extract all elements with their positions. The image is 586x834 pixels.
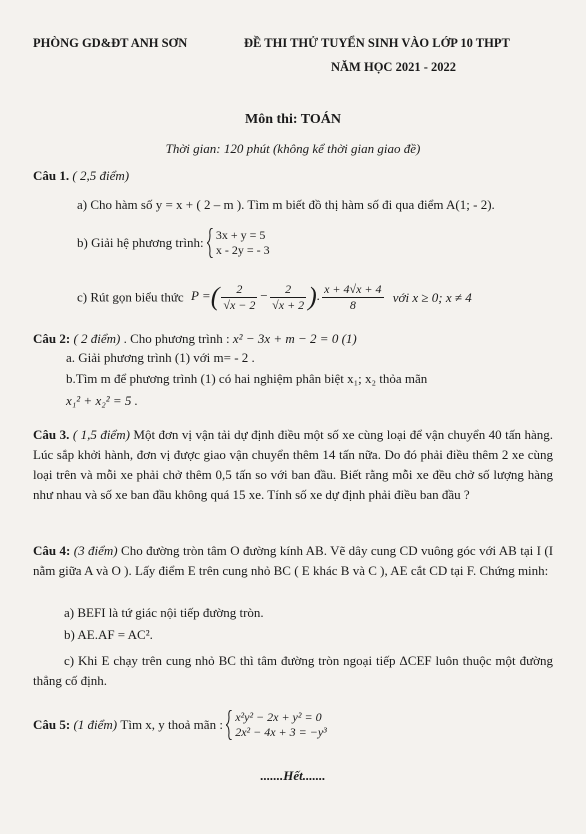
left-brace-icon bbox=[226, 710, 233, 740]
department-name: PHÒNG GD&ĐT ANH SƠN bbox=[33, 36, 188, 50]
end-mark: .......Hết....... bbox=[260, 768, 326, 783]
question-1c bbox=[77, 282, 472, 313]
question-1-heading bbox=[33, 168, 129, 184]
q1c-expression: P =( $\frac{2}{√x - 2}$ − $\frac{2}{√x + 2}$ ). $\frac{x + 4√x + 4}{8}$ bbox=[190, 282, 382, 312]
question-2-label: Câu 2: bbox=[33, 331, 71, 346]
q1a-prefix: a) Cho hàm số bbox=[77, 197, 153, 212]
question-2-heading bbox=[33, 331, 357, 347]
question-1a bbox=[77, 197, 495, 213]
question-5-points: (1 điểm) bbox=[73, 717, 118, 732]
q5-eq2: 2x² − 4x + 3 = −y³ bbox=[235, 725, 327, 739]
question-2-intro: . Cho phương trình : bbox=[123, 331, 230, 346]
question-5 bbox=[33, 710, 327, 740]
question-2b: b.Tìm m để phương trình (1) có hai nghiệm phân biệt x₁; x₂ thỏa mãn bbox=[66, 371, 428, 386]
question-3-text: Một đơn vị vận tải dự định điều một số xe cùng loại để vận chuyển 40 tấn hàng. Lúc sắp khởi hành, đơn vị được giao vận chuyển thêm 14 tấn nữa. Do đó phải điều thêm 2 xe cùng loại trên và mỗi xe phải chở thêm 0,5 tấn so với ban đầu. Biết rằng mỗi xe đều chở số lượng hàng như nhau và số xe ban đầu không quá 15 xe. Tính số xe dự định phải điều ban đầu ? bbox=[33, 427, 554, 502]
q5-system bbox=[226, 710, 327, 740]
question-4-text: Cho đường tròn tâm O đường kính AB. Vẽ dây cung CD vuông góc với AB tại I (I nằm giữa A và O ). Lấy điểm E trên cung nhỏ BC ( E khác B và C ), AE cắt CD tại F. Chứng minh: bbox=[33, 543, 554, 578]
question-4 bbox=[33, 541, 553, 581]
q1a-text: Tìm m biết đồ thị hàm số đi qua điểm bbox=[247, 197, 444, 212]
question-3-points: ( 1,5 điểm) bbox=[72, 427, 130, 442]
question-2-points: ( 2 điểm) bbox=[73, 331, 121, 346]
question-4b: b) AE.AF = AC². bbox=[64, 627, 153, 642]
question-2-equation: x² − 3x + m − 2 = 0 (1) bbox=[232, 331, 357, 346]
q1b-prefix: b) Giải hệ phương trình: bbox=[77, 235, 204, 250]
question-4-points: (3 điểm) bbox=[73, 543, 118, 558]
question-3 bbox=[33, 425, 553, 505]
q1c-prefix: c) Rút gọn biểu thức bbox=[77, 289, 184, 305]
question-4a: a) BEFI là tứ giác nội tiếp đường tròn. bbox=[64, 605, 264, 620]
question-4c: c) Khi E chạy trên cung nhỏ BC thì tâm đường tròn ngoại tiếp ΔCEF luôn thuộc một đường thẳng cố định. bbox=[33, 653, 553, 688]
question-5-label: Câu 5: bbox=[33, 717, 71, 732]
q5-eq1: x²y² − 2x + y² = 0 bbox=[235, 710, 322, 724]
question-5-intro: Tìm x, y thoả mãn : bbox=[120, 717, 223, 732]
question-3-label: Câu 3. bbox=[33, 427, 70, 442]
question-1b bbox=[77, 228, 270, 258]
left-brace-icon bbox=[207, 228, 214, 258]
question-1-points: ( 2,5 điểm) bbox=[72, 168, 130, 183]
q1a-point: A(1; - 2). bbox=[446, 197, 495, 212]
q1b-system bbox=[207, 228, 270, 258]
exam-title: ĐỀ THI THỬ TUYỂN SINH VÀO LỚP 10 THPT bbox=[244, 36, 510, 50]
subject-title: Môn thi: TOÁN bbox=[245, 112, 341, 127]
q1a-function: y = x + ( 2 – m ). bbox=[155, 197, 245, 212]
q1c-condition: với x ≥ 0; x ≠ 4 bbox=[392, 289, 472, 305]
question-2a: a. Giải phương trình (1) với m= - 2 . bbox=[66, 350, 255, 365]
question-1-label: Câu 1. bbox=[33, 168, 70, 183]
q1b-eq1: 3x + y = 5 bbox=[215, 228, 266, 242]
question-2b-condition: x₁² + x₂² = 5 . bbox=[66, 393, 138, 408]
exam-time: Thời gian: 120 phút (không kể thời gian giao đề) bbox=[165, 141, 421, 156]
q1b-eq2: x - 2y = - 3 bbox=[215, 243, 270, 257]
school-year: NĂM HỌC 2021 - 2022 bbox=[331, 60, 456, 74]
question-4-label: Câu 4: bbox=[33, 543, 71, 558]
